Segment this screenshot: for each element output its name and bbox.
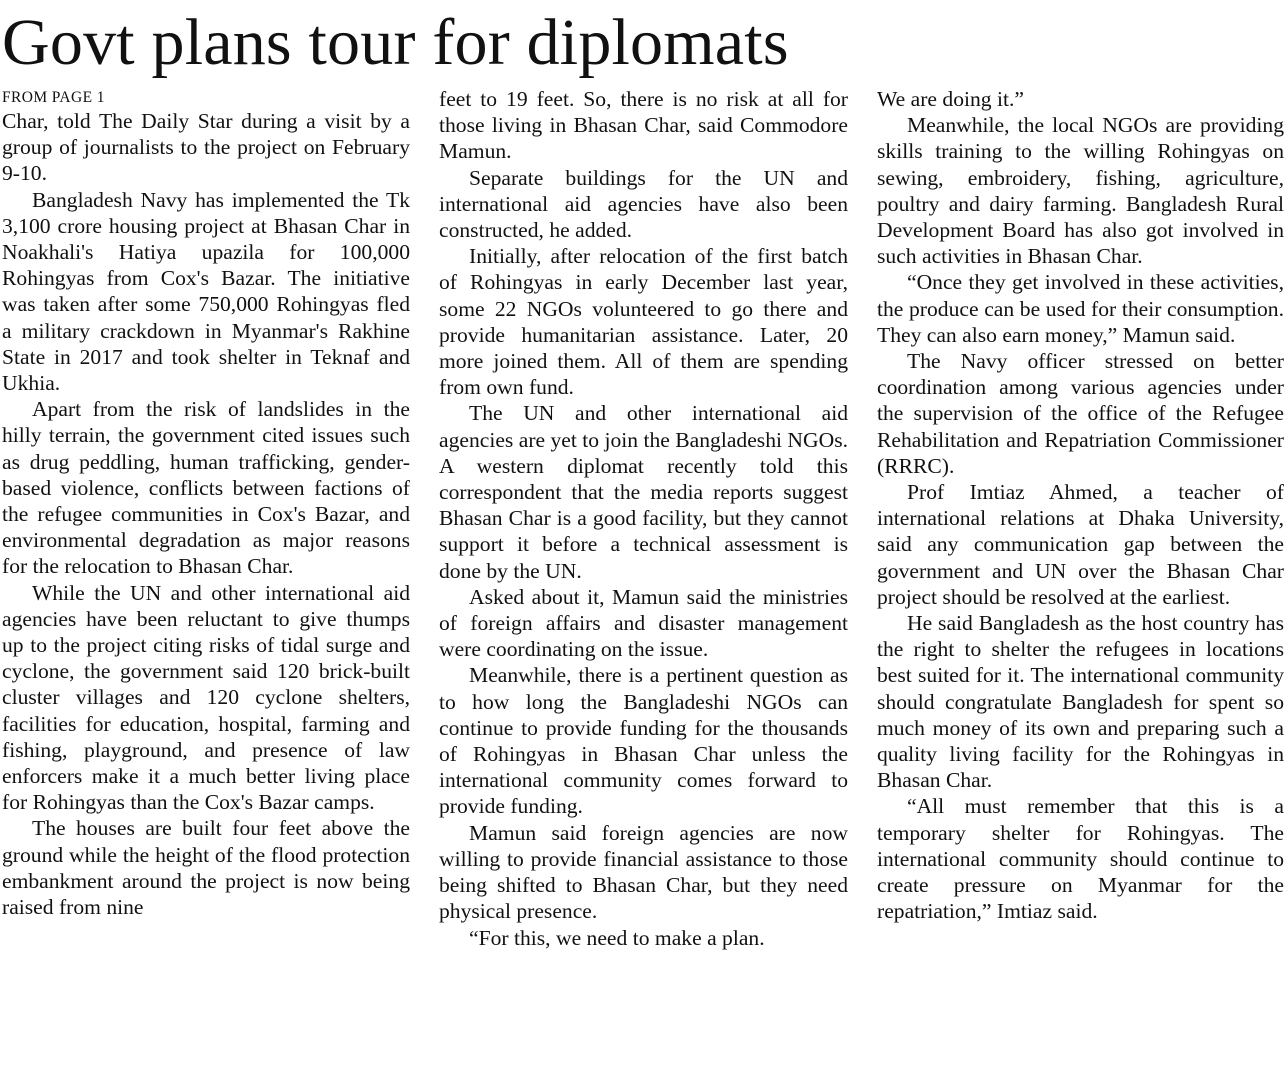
paragraph: Prof Imtiaz Ahmed, a teacher of international relations at Dhaka University, said any communication gap between the government and UN over the Bhasan Char project should be resolved at the earliest. (877, 480, 1284, 609)
paragraph: Bangladesh Navy has implemented the Tk 3,100 crore housing project at Bhasan Char in Noakhali's Hatiya upazila for 100,000 Rohingyas from Cox's Bazar. The initiative was taken after some 750,000 Rohingyas fled a military crackdown in Myanmar's Rakhine State in 2017 and took shelter in Teknaf and Ukhia. (2, 187, 410, 396)
paragraph: “Once they get involved in these activities, the produce can be used for their consumption. They can also earn money,” Mamun said. (877, 270, 1284, 347)
paragraph: Asked about it, Mamun said the ministries of foreign affairs and disaster management were coordinating on the issue. (439, 584, 848, 662)
paragraph: The UN and other international aid agencies are yet to join the Bangladeshi NGOs. A western diplomat recently told this correspondent that the media reports suggest Bhasan Char is a good facility, but they cannot support it before a technical assessment is done by the UN. (439, 401, 848, 583)
paragraph: Initially, after relocation of the first batch of Rohingyas in early December last year, some 22 NGOs volunteered to go there and provide humanitarian assistance. Later, 20 more joined them. All of them are spending from own fund. (439, 244, 848, 400)
headline: Govt plans tour for diplomats (2, 6, 789, 79)
paragraph: Separate buildings for the UN and international aid agencies have also been constructed, he added. (439, 165, 848, 243)
paragraph: “For this, we need to make a plan. (469, 925, 765, 950)
article-column-1 (2, 86, 410, 1066)
article-column-3 (877, 86, 1284, 1066)
paragraph: While the UN and other international aid agencies have been reluctant to give thumps up to the project citing risks of tidal surge and cyclone, the government said 120 brick-built cluster villages and 120 cyclone shelters, facilities for education, hospital, farming and fishing, playground, and presence of law enforcers make it a much better living place for Rohingyas than the Cox's Bazar camps. (2, 580, 410, 815)
article-column-2 (439, 86, 848, 1066)
paragraph: The Navy officer stressed on better coordination among various agencies under the supervision of the office of the Refugee Rehabilitation and Repatriation Commissioner (RRRC). (877, 349, 1284, 478)
paragraph: We are doing it.” (877, 87, 1024, 111)
paragraph: Char, told The Daily Star during a visit by a group of journalists to the project on February 9-10. (2, 109, 410, 186)
paragraph: Meanwhile, there is a pertinent question as to how long the Bangladeshi NGOs can continue to provide funding for the thousands of Rohingyas in Bhasan Char unless the international community comes forward to provide funding. (439, 663, 848, 819)
paragraph: “All must remember that this is a temporary shelter for Rohingyas. The international community should continue to create pressure on Myanmar for the repatriation,” Imtiaz said. (877, 794, 1284, 924)
paragraph: He said Bangladesh as the host country has the right to shelter the refugees in locations best suited for it. The international community should congratulate Bangladesh for spent so much money of its own and preparing such a quality living facility for the Rohingyas in Bhasan Char. (877, 611, 1284, 793)
paragraph: feet to 19 feet. So, there is no risk at all for those living in Bhasan Char, said Commodore Mamun. (439, 87, 848, 164)
paragraph: The houses are built four feet above the ground while the height of the flood protection embankment around the project is now being raised from nine (2, 816, 410, 920)
paragraph: Meanwhile, the local NGOs are providing skills training to the willing Rohingyas on sewing, embroidery, fishing, agriculture, poultry and dairy farming. Bangladesh Rural Development Board has also got involved in such activities in Bhasan Char. (877, 113, 1284, 269)
paragraph: Apart from the risk of landslides in the hilly terrain, the government cited issues such as drug peddling, human trafficking, gender-based violence, conflicts between factions of the refugee communities in Cox's Bazar, and environmental degradation as major reasons for the relocation to Bhasan Char. (2, 397, 410, 579)
paragraph: Mamun said foreign agencies are now willing to provide financial assistance to those being shifted to Bhasan Char, but they need physical presence. (439, 820, 848, 924)
continuation-kicker: FROM PAGE 1 (2, 89, 105, 106)
